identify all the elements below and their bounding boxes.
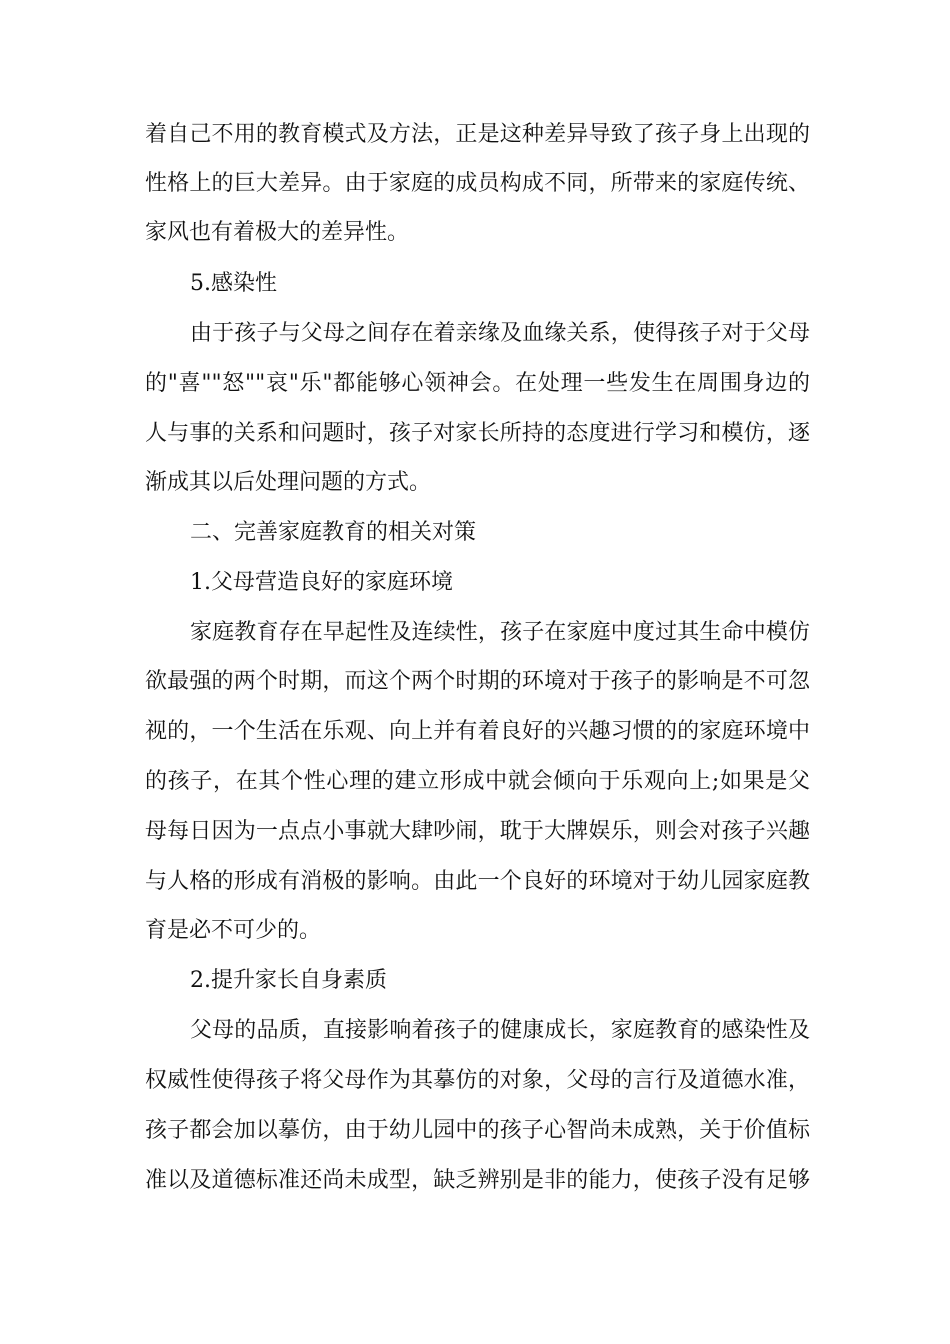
- text-line: 的孩子，在其个性心理的建立形成中就会倾向于乐观向上;如果是父: [145, 769, 810, 794]
- text-line: 育是必不可少的。: [145, 918, 322, 943]
- paragraph-first-line: 家庭教育存在早起性及连续性，孩子在家庭中度过其生命中模仿: [190, 620, 810, 645]
- text-line: 性格上的巨大差异。由于家庭的成员构成不同，所带来的家庭传统、: [145, 171, 810, 196]
- section-heading: 二、完善家庭教育的相关对策: [190, 520, 477, 545]
- subsection-heading: 1.父母营造良好的家庭环境: [190, 570, 453, 595]
- text-line: 的"喜""怒""哀"乐"都能够心领神会。在处理一些发生在周围身边的: [145, 371, 810, 396]
- text-line: 母每日因为一点点小事就大肆吵闹，耽于大牌娱乐，则会对孩子兴趣: [145, 819, 810, 844]
- text-line: 权威性使得孩子将父母作为其摹仿的对象，父母的言行及道德水准，: [145, 1068, 810, 1093]
- subsection-heading: 2.提升家长自身素质: [190, 968, 387, 993]
- section-heading: 5.感染性: [190, 271, 277, 296]
- text-line: 孩子都会加以摹仿，由于幼儿园中的孩子心智尚未成熟，关于价值标: [145, 1118, 810, 1143]
- text-line: 与人格的形成有消极的影响。由此一个良好的环境对于幼儿园家庭教: [145, 869, 810, 894]
- text-line: 准以及道德标准还尚未成型，缺乏辨别是非的能力，使孩子没有足够: [145, 1168, 810, 1193]
- text-line: 渐成其以后处理问题的方式。: [145, 470, 432, 495]
- paragraph-first-line: 父母的品质，直接影响着孩子的健康成长，家庭教育的感染性及: [190, 1018, 810, 1043]
- paragraph-first-line: 由于孩子与父母之间存在着亲缘及血缘关系，使得孩子对于父母: [190, 321, 810, 346]
- text-line: 家风也有着极大的差异性。: [145, 220, 410, 245]
- text-line: 欲最强的两个时期，而这个两个时期的环境对于孩子的影响是不可忽: [145, 669, 810, 694]
- text-line: 视的，一个生活在乐观、向上并有着良好的兴趣习惯的的家庭环境中: [145, 719, 810, 744]
- text-line: 人与事的关系和问题时，孩子对家长所持的态度进行学习和模仿，逐: [145, 421, 810, 446]
- text-line: 着自己不用的教育模式及方法，正是这种差异导致了孩子身上出现的: [145, 122, 810, 147]
